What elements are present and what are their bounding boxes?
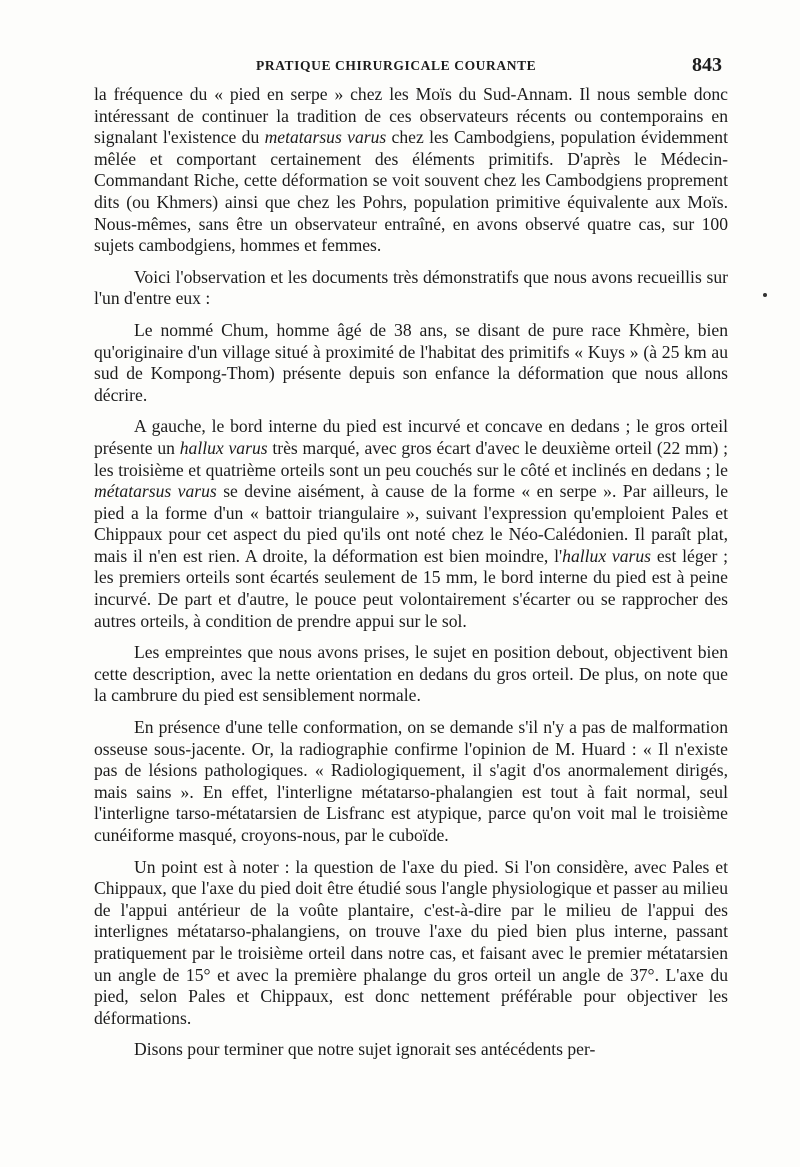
text-run: la fréquence du « pied en serpe » chez les Moïs du Sud-Annam. Il nous semble donc intéressant de continuer la tradition de ces observateurs récents ou contemporains en signalant l'existence du — [94, 84, 728, 148]
text-run: très marqué, avec gros écart d'avec le deuxième orteil (22 mm) ; les troisième et quatrième orteils sont un peu couchés sur le côté et inclinés en dedans ; le — [94, 437, 728, 480]
paragraph — [94, 1039, 728, 1061]
text-run: En présence d'une telle conformation, on se demande s'il n'y a pas de malformation osseuse sous-jacente. Or, la radiographie confirme l'opinion de M. Huard : « Il n'existe pas de lésions pathologiques. « Radiologiquement, il s'agit d'os anormalement dirigés, mais sains ». En effet, l'interligne métatarso-phalangien est tout à fait normal, seul l'interligne tarso-métatarsien de Lisfranc est atypique, parce qu'on voit mal le troisième cunéiforme masqué, croyons-nous, par le cuboïde. — [94, 717, 728, 845]
paragraph — [94, 642, 728, 707]
margin-mark — [763, 293, 767, 297]
italic-term: métatarsus varus — [94, 481, 217, 502]
text-run: Disons pour terminer que notre sujet ignorait ses antécédents per- — [134, 1039, 596, 1060]
paragraph — [94, 320, 728, 406]
paragraph — [94, 857, 728, 1030]
text-run: chez les Cambodgiens, population évidemment mêlée et comportant certainement des éléments primitifs. D'après le Médecin-Commandant Riche, cette déformation se voit souvent chez les Cambodgiens proprement dits (ou Khmers) ainsi que chez les Pohrs, population primitive équivalente aux Moïs. Nous-mêmes, sans être un observateur entraîné, en avons observé quatre cas, sur 100 sujets cambodgiens, hommes et femmes. — [94, 127, 728, 256]
page-number: 843 — [692, 54, 722, 76]
text-run: Le nommé Chum, homme âgé de 38 ans, se disant de pure race Khmère, bien qu'originaire d'un village situé à proximité de l'habitat des primitifs « Kuys » (à 25 km au sud de Kompong-Thom) présente depuis son enfance la déformation que nous allons décrire. — [94, 319, 728, 405]
paragraph — [94, 84, 728, 257]
text-run: A gauche, le bord interne du pied est incurvé et concave en dedans ; le gros orteil présente un — [94, 416, 728, 458]
text-run: Les empreintes que nous avons prises, le sujet en position debout, objectivent bien cette description, avec la nette orientation en dedans du gros orteil. De plus, on note que la cambrure du pied est sensiblement normale. — [94, 642, 728, 706]
page-header — [96, 54, 728, 82]
paragraph — [94, 267, 728, 310]
italic-term: hallux varus — [562, 545, 652, 566]
paragraph — [94, 717, 728, 847]
text-run: est léger ; les premiers orteils sont écartés seulement de 15 mm, le bord interne du pied est à peine incurvé. De part et d'autre, le pouce peut volontairement s'écarter ou se rapprocher des autres orteils, à condition de prendre appui sur le sol. — [94, 545, 728, 631]
text-run: Un point est à noter : la question de l'axe du pied. Si l'on considère, avec Pales et Chippaux, que l'axe du pied doit être étudié sous l'angle physiologique et passer au milieu de l'appui antérieur de la voûte plantaire, c'est-à-dire par le milieu de l'appui des interlignes métatarso-phalangiens, on trouve l'axe du pied bien plus interne, passant pratiquement par le troisième orteil dans notre cas, et faisant avec le premier métatarsien un angle de 15° et avec la première phalange du gros orteil un angle de 37°. L'axe du pied, selon Pales et Chippaux, est donc nettement préférable pour objectiver les déformations. — [94, 856, 728, 1028]
italic-term: metatarsus varus — [264, 127, 387, 148]
text-run: se devine aisément, à cause de la forme « en serpe ». Par ailleurs, le pied a la forme d'un « battoir triangulaire », suivant l'expression qu'emploient Pales et Chippaux pour cet aspect du pied qu'ils ont noté chez le Néo-Calédonien. Il paraît plat, mais il n'en est rien. A droite, la déformation est bien moindre, l' — [94, 481, 729, 566]
running-head: PRATIQUE CHIRURGICALE COURANTE — [256, 58, 537, 73]
text-run: Voici l'observation et les documents très démonstratifs que nous avons recueillis sur l'un d'entre eux : — [94, 266, 728, 309]
italic-term: hallux varus — [179, 437, 268, 458]
body-text — [94, 84, 728, 1061]
paragraph — [94, 416, 728, 632]
